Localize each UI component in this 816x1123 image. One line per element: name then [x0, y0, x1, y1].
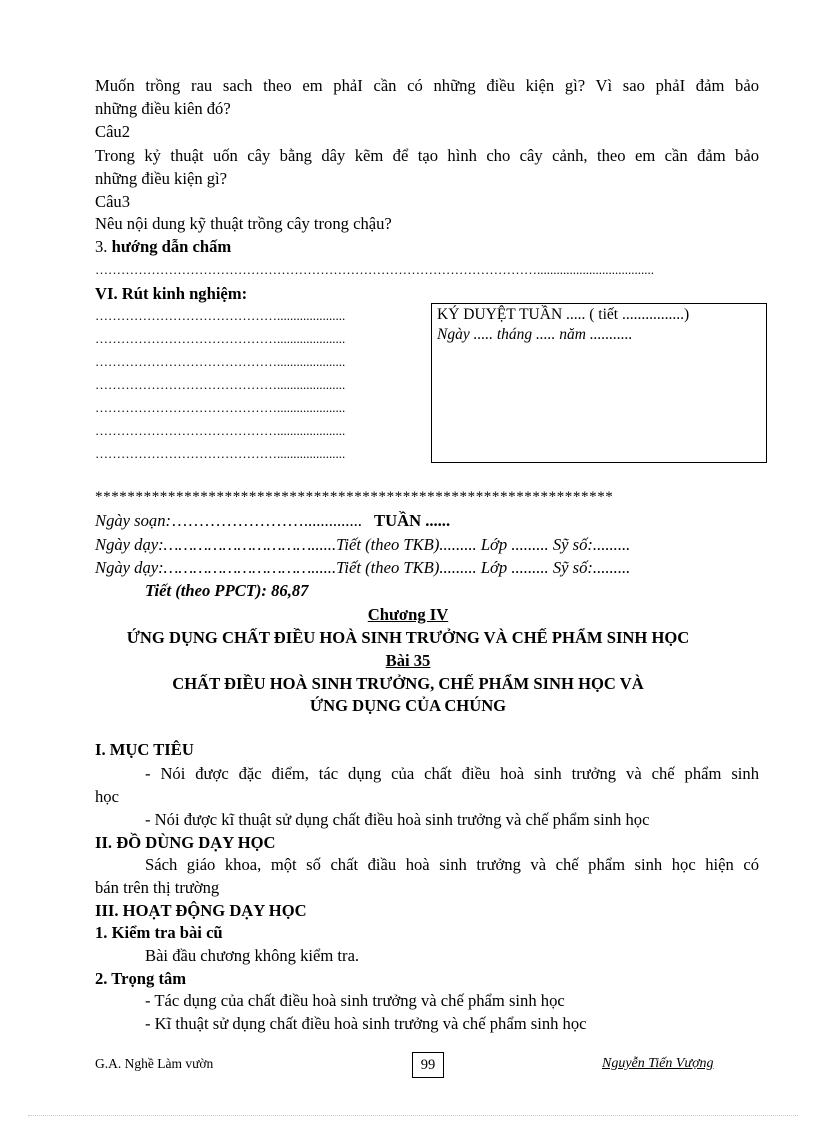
question2-label: Câu2 [95, 122, 131, 141]
footer-course: G.A. Nghề Làm vườn [95, 1056, 214, 1071]
objectives-title: I. MỤC TIÊU [95, 740, 194, 759]
check-text: Bài đầu chương không kiểm tra. [145, 946, 360, 965]
footer-author: Nguyễn Tiến Vượng [602, 1056, 714, 1071]
page-number: 99 [412, 1052, 444, 1078]
chapter-title: ỨNG DỤNG CHẤT ĐIỀU HOÀ SINH TRƯỞNG VÀ CHẾ PHẨM SINH HỌC [126, 628, 690, 647]
question1-line1: Muốn trồng rau sach theo em phảI cần có những điều kiện gì? Vì sao phảI đảm bảo [95, 76, 759, 95]
teach-date-line-1: Ngày dạy:…………………………......Tiết (theo TKB)......... Lớp ......... Sỹ số:......... [95, 535, 631, 554]
page-bottom-border [28, 1115, 798, 1116]
grading-dots: ………………………………………………………………………………………….................................... [95, 262, 654, 277]
materials-title: II. ĐỒ DÙNG DẠY HỌC [95, 833, 276, 852]
approval-line2: Ngày ..... tháng ..... năm ........... [437, 326, 633, 343]
prep-date-dots: …………………….............. [171, 511, 362, 530]
objective-item-1: - Nói được đặc điểm, tác dụng của chất điều hoà sinh trưởng và chế phẩm sinh [145, 764, 759, 783]
experience-line: ……………………………………..................... [95, 446, 346, 461]
week-label: TUẦN ...... [374, 511, 451, 530]
question1-line2: những điều kiên đó? [95, 99, 231, 118]
focus-item-2: - Kĩ thuật sử dụng chất điều hoà sinh trưởng và chế phẩm sinh học [145, 1014, 587, 1033]
chapter-label: Chương IV [367, 605, 449, 624]
experience-line: ……………………………………..................... [95, 331, 346, 346]
materials-line1: Sách giáo khoa, một số chất điầu hoà sinh trưởng và chế phẩm sinh học hiện có [145, 855, 759, 874]
check-title: 1. Kiểm tra bài cũ [95, 923, 223, 942]
prep-date-label: Ngày soạn: [95, 511, 172, 530]
question2-line1: Trong kỷ thuật uốn cây bằng dây kẽm để tạo hình cho cây cảnh, theo em cần đảm bảo [95, 146, 759, 165]
experience-line: ……………………………………..................... [95, 308, 346, 323]
grading-title: hướng dẫn chấm [111, 237, 232, 256]
experience-title: VI. Rút kinh nghiệm: [95, 284, 248, 303]
experience-line: ……………………………………..................... [95, 400, 346, 415]
teach-date-line-2: Ngày dạy:…………………………......Tiết (theo TKB)......... Lớp ......... Sỹ số:......... [95, 558, 631, 577]
experience-line: ……………………………………..................... [95, 377, 346, 392]
objective-item-2: - Nói được kĩ thuật sử dụng chất điều hoà sinh trưởng và chế phẩm sinh học [145, 810, 650, 829]
experience-line: ……………………………………..................... [95, 354, 346, 369]
lesson-title-line2: ỨNG DỤNG CỦA CHÚNG [309, 696, 507, 715]
objective-item-1-cont: học [95, 787, 119, 806]
focus-item-1: - Tác dụng của chất điều hoà sinh trưởng và chế phẩm sinh học [145, 991, 565, 1010]
lesson-label: Bài 35 [385, 651, 431, 670]
experience-line: ……………………………………..................... [95, 423, 346, 438]
separator-stars: **************************************************************** [95, 489, 614, 505]
question3-label: Câu3 [95, 192, 131, 211]
grading-prefix: 3. [95, 237, 112, 256]
activities-title: III. HOẠT ĐỘNG DẠY HỌC [95, 901, 307, 920]
approval-line1: KÝ DUYỆT TUẦN ..... ( tiết ................) [437, 306, 690, 323]
question3-line1: Nêu nội dung kỹ thuật trồng cây trong chậu? [95, 214, 392, 233]
approval-box [431, 303, 767, 463]
ppct-line: Tiết (theo PPCT): 86,87 [145, 581, 309, 600]
lesson-title-line1: CHẤT ĐIỀU HOÀ SINH TRƯỞNG, CHẾ PHẨM SINH HỌC VÀ [172, 674, 644, 693]
prep-date-line [95, 510, 450, 532]
materials-line2: bán trên thị trường [95, 878, 220, 897]
grading-heading [95, 236, 231, 258]
focus-title: 2. Trọng tâm [95, 969, 187, 988]
question2-line2: những điều kiện gì? [95, 169, 228, 188]
